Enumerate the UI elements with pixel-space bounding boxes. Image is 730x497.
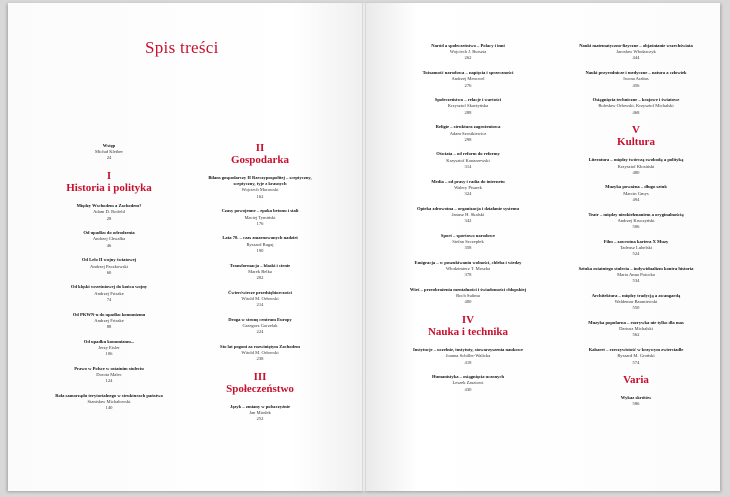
entry-title: Instytucje – uczelnie, instytuty, stowarzyszenia naukowe xyxy=(412,347,524,353)
section-name: Gospodarka xyxy=(230,154,290,166)
entry-title: Naród a społeczeństwo – Polacy i inni xyxy=(431,43,505,48)
entry-title: Ćwierćwiecze przedsiębiorczości xyxy=(228,289,292,295)
entry-author: Witold M. Orłowski xyxy=(241,295,279,301)
entry-page-number: 430 xyxy=(464,386,472,392)
section-heading xyxy=(577,374,695,387)
entry-page-number: 140 xyxy=(105,405,113,411)
entry-author: Jarosław Włodarczyk xyxy=(616,49,656,55)
entry-page-number: 562 xyxy=(632,332,640,338)
section-heading xyxy=(201,142,319,167)
toc-entry xyxy=(577,157,695,176)
entry-page-number: 262 xyxy=(464,55,472,61)
entry-author: Leszek Zasztowt xyxy=(452,380,484,386)
entry-title: Muzyka popularna – rozrywka nie tylko dla mas xyxy=(588,319,684,325)
toc-entry xyxy=(577,266,695,285)
entry-page-number: 238 xyxy=(256,356,264,362)
entry-author: Tadeusz Lubelski xyxy=(619,244,653,250)
entry-page-number: 468 xyxy=(632,109,640,115)
entry-page-number: 456 xyxy=(632,82,640,88)
entry-author: Andrzej Paczkowski xyxy=(90,263,128,269)
toc-entry xyxy=(577,239,695,258)
page-title: Spis treści xyxy=(145,38,219,57)
entry-author: Bolesław Orłowski, Krzysztof Michalski xyxy=(598,103,674,109)
entry-title: Bilans gospodarczy II Rzeczypospolitej – sceptyczny, sceptyczny, tyje z krasnych xyxy=(208,175,312,187)
toc-entry xyxy=(201,263,319,282)
entry-title: Muzyka poważna – długo sztuk xyxy=(605,184,667,190)
entry-title: Film – zawrotna kariera X Muzy xyxy=(603,238,669,244)
entry-author: Dorota Malec xyxy=(96,371,122,377)
entry-title: Architektura – między tradycją a awangardą xyxy=(591,292,681,298)
entry-author: Marcin Gmys xyxy=(623,190,649,196)
toc-entry xyxy=(409,97,527,116)
entry-author: Grzegorz Gorzelak xyxy=(242,322,278,328)
entry-author: Janusz H. Skalski xyxy=(451,211,485,217)
entry-page-number: 224 xyxy=(256,329,264,335)
section-heading xyxy=(409,314,527,339)
entry-page-number: 586 xyxy=(632,401,640,407)
toc-entry xyxy=(409,206,527,225)
entry-page-number: 276 xyxy=(464,82,472,88)
entry-title: Język – zmiany w polszczyźnie xyxy=(230,403,290,409)
toc-entry xyxy=(409,70,527,89)
entry-title: Wstęp xyxy=(102,143,116,148)
entry-author: Adam D. Rotfeld xyxy=(93,209,125,215)
entry-author: Stefan Szczepłek xyxy=(452,238,484,244)
toc-entry xyxy=(50,284,168,303)
entry-page-number: 88 xyxy=(106,323,112,329)
toc-entry xyxy=(577,70,695,89)
section-number: V xyxy=(632,124,640,137)
entry-author: Jerzy Eisler xyxy=(98,344,120,350)
entry-author: Ryszard M. Groński xyxy=(617,353,655,359)
toc-entry xyxy=(577,43,695,62)
section-number: IV xyxy=(461,314,475,327)
section-name: Kultura xyxy=(617,136,655,149)
toc-entry xyxy=(50,339,168,358)
entry-author: Michał Kleiber xyxy=(95,149,123,155)
toc-entry xyxy=(50,143,168,162)
toc-entry xyxy=(409,233,527,252)
section-number: III xyxy=(253,370,267,383)
entry-page-number: 60 xyxy=(106,269,112,275)
entry-title: Sztuka ostatniego stulecia – indywidualizm kontra historia xyxy=(578,265,694,271)
entry-title: Sto lat pogoni za rozwiniętym Zachodem xyxy=(220,343,300,349)
entry-author: Roch Sulima xyxy=(456,293,480,299)
entry-title: Teatr – między nieokiełznaniem a oryginalnością xyxy=(588,211,684,217)
entry-title: Od upadku do odrodzenia xyxy=(83,230,135,236)
entry-title: Wieś – przeobrażenia mentalności i świadomości chłopskiej xyxy=(409,286,527,292)
entry-title: Tożsamość narodowa – napięcia i sprzeczności xyxy=(422,70,514,76)
entry-author: Waldemar Baraniewski xyxy=(614,299,658,305)
entry-title: Czasy powojenne – epoka betonu i stali xyxy=(221,208,299,214)
toc-entry xyxy=(577,184,695,203)
toc-entry xyxy=(50,312,168,331)
entry-page-number: 524 xyxy=(632,251,640,257)
entry-title: Społeczeństwo – relacje i wartości xyxy=(434,97,502,103)
entry-title: Transformacja – blaski i cienie xyxy=(229,262,291,268)
toc-entry xyxy=(409,347,527,366)
entry-page-number: 24 xyxy=(106,155,112,161)
entry-author: Witold M. Orłowski xyxy=(241,350,279,356)
entry-page-number: 550 xyxy=(632,305,640,311)
toc-entry xyxy=(409,260,527,279)
entry-author: Wojciech Morawski xyxy=(241,187,279,193)
section-name: Historia i polityka xyxy=(66,182,152,195)
toc-entry xyxy=(409,151,527,170)
entry-page-number: 190 xyxy=(256,247,264,253)
toc-entry xyxy=(201,175,319,200)
entry-title: Nauki matematyczno-fizyczne – objaśnianie wszechświata xyxy=(579,43,693,48)
entry-title: Od klęski wrześniowej do końca wojny xyxy=(70,284,148,290)
entry-author: Maria Anna Potocka xyxy=(617,271,655,277)
toc-entry xyxy=(201,235,319,254)
entry-title: Wykaz skrótów xyxy=(620,395,652,401)
entry-page-number: 252 xyxy=(256,416,264,422)
entry-title: Od PKWN-u do upadku komunizmu xyxy=(72,311,146,317)
entry-page-number: 480 xyxy=(632,169,640,175)
entry-page-number: 358 xyxy=(464,245,472,251)
toc-entry xyxy=(201,404,319,423)
entry-page-number: 342 xyxy=(464,218,472,224)
entry-page-number: 46 xyxy=(106,242,112,248)
toc-column-1 xyxy=(50,143,168,420)
entry-page-number: 298 xyxy=(464,136,472,142)
toc-entry xyxy=(577,347,695,366)
entry-page-number: 288 xyxy=(464,109,472,115)
entry-page-number: 494 xyxy=(632,196,640,202)
entry-author: Krzysztof Skarżyńska xyxy=(447,103,489,109)
toc-entry xyxy=(409,374,527,393)
toc-entry xyxy=(201,208,319,227)
toc-entry xyxy=(201,317,319,336)
toc-entry xyxy=(409,179,527,198)
entry-title: Religie – struktura zagrożeniowa xyxy=(435,124,501,130)
entry-title: Od upadku komunizmu... xyxy=(83,338,135,344)
toc-entry xyxy=(50,230,168,249)
toc-entry xyxy=(409,124,527,143)
entry-title: Droga w stronę centrum Europy xyxy=(228,316,292,322)
entry-title: Lata 70. – czas zmarnowanych nadziei xyxy=(222,235,298,241)
section-heading xyxy=(577,124,695,149)
entry-author: Jan Miodek xyxy=(249,410,271,416)
entry-page-number: 106 xyxy=(105,351,113,357)
section-name: Społeczeństwo xyxy=(226,382,294,395)
section-number: I xyxy=(106,170,112,183)
toc-entry xyxy=(577,97,695,116)
entry-title: Od Lelo II wojny światowej xyxy=(81,257,137,263)
entry-author: Wojciech J. Burszta xyxy=(449,49,487,55)
entry-page-number: 74 xyxy=(106,296,112,302)
entry-page-number: 124 xyxy=(105,378,113,384)
toc-entry xyxy=(50,203,168,222)
entry-author: Andrzej Friszke xyxy=(94,317,124,323)
section-name: Varia xyxy=(623,374,649,387)
entry-title: Prawo w Polsce w ostatnim stuleciu xyxy=(74,365,144,371)
entry-title: Kabaret – rzeczywistość w krzywym zwierciadle xyxy=(588,347,684,353)
toc-entry xyxy=(50,393,168,412)
section-number: II xyxy=(255,142,265,154)
entry-page-number: 162 xyxy=(256,193,264,199)
entry-page-number: 378 xyxy=(464,272,472,278)
entry-page-number: 534 xyxy=(632,278,640,284)
section-name: Nauka i technika xyxy=(427,326,509,339)
entry-author: Marek Belka xyxy=(248,268,272,274)
entry-title: Osiągnięcia techniczne – krajowe i światowe xyxy=(592,97,680,103)
entry-title: Opieka zdrowotna – organizacja i działanie systemu xyxy=(417,205,519,211)
toc-entry xyxy=(577,320,695,339)
entry-title: Nauki przyrodnicze i medyczne – natura a człowiek xyxy=(585,70,687,76)
entry-title: Literatura – między twórczą swobodą a polityką xyxy=(588,157,684,163)
entry-title: Media – od prasy i radia do internetu xyxy=(431,178,505,184)
entry-page-number: 28 xyxy=(106,215,112,221)
entry-title: Oświata – od reform do reformy xyxy=(436,151,500,157)
toc-entry xyxy=(201,290,319,309)
entry-author: Walery Pisarek xyxy=(454,184,482,190)
toc-entry xyxy=(577,395,695,407)
entry-author: Włodzimierz T. Moszka xyxy=(445,266,491,272)
entry-author: Andrzej Friszke xyxy=(94,290,124,296)
entry-page-number: 506 xyxy=(632,223,640,229)
toc-column-2 xyxy=(201,138,319,431)
entry-author: Krzysztof Konarzewski xyxy=(446,157,490,163)
book-gutter xyxy=(362,3,366,491)
entry-page-number: 214 xyxy=(256,302,264,308)
entry-page-number: 444 xyxy=(632,55,640,61)
toc-entry xyxy=(201,344,319,363)
entry-author: Dariusz Michalski xyxy=(619,326,653,332)
section-heading xyxy=(201,371,319,396)
toc-entry xyxy=(50,257,168,276)
entry-author: Maciej Tymiński xyxy=(244,214,276,220)
toc-entry xyxy=(577,293,695,312)
section-heading xyxy=(50,170,168,195)
entry-author: Andrzej Kruczyński xyxy=(617,217,655,223)
toc-entry xyxy=(409,43,527,62)
entry-title: Sport – sportowo narodowe xyxy=(440,232,496,238)
entry-author: Stanisław Michałowski xyxy=(87,399,131,405)
entry-author: Ryszard Bugaj xyxy=(246,241,274,247)
entry-title: Między Wschodem a Zachodem? xyxy=(76,203,142,209)
entry-page-number: 574 xyxy=(632,359,640,365)
entry-page-number: 400 xyxy=(464,299,472,305)
toc-entry xyxy=(409,287,527,306)
entry-title: Emigracja – w poszukiwaniu wolności, chleba i wiedzy xyxy=(414,259,522,265)
entry-author: Krzysztof Kłosiński xyxy=(617,163,655,169)
entry-page-number: 314 xyxy=(464,163,472,169)
toc-column-4 xyxy=(577,43,695,416)
entry-author: Iwona Arabas xyxy=(623,76,649,82)
entry-author: Andrzej Mencwel xyxy=(451,76,485,82)
toc-column-3 xyxy=(409,43,527,401)
entry-page-number: 324 xyxy=(464,190,472,196)
entry-page-number: 202 xyxy=(256,274,264,280)
entry-author: Adam Szostkiewicz xyxy=(449,130,487,136)
toc-entry xyxy=(50,366,168,385)
toc-entry xyxy=(577,212,695,231)
entry-title: Humanistyka – osiągnięcia uczonych xyxy=(431,374,505,380)
entry-author: Andrzej Chwalba xyxy=(92,236,126,242)
entry-title: Rola samorządu terytorialnego w strukturach państwa xyxy=(55,392,163,398)
entry-page-number: 176 xyxy=(256,220,264,226)
entry-page-number: 418 xyxy=(464,359,472,365)
entry-author: Joanna Schiller-Walicka xyxy=(445,353,491,359)
